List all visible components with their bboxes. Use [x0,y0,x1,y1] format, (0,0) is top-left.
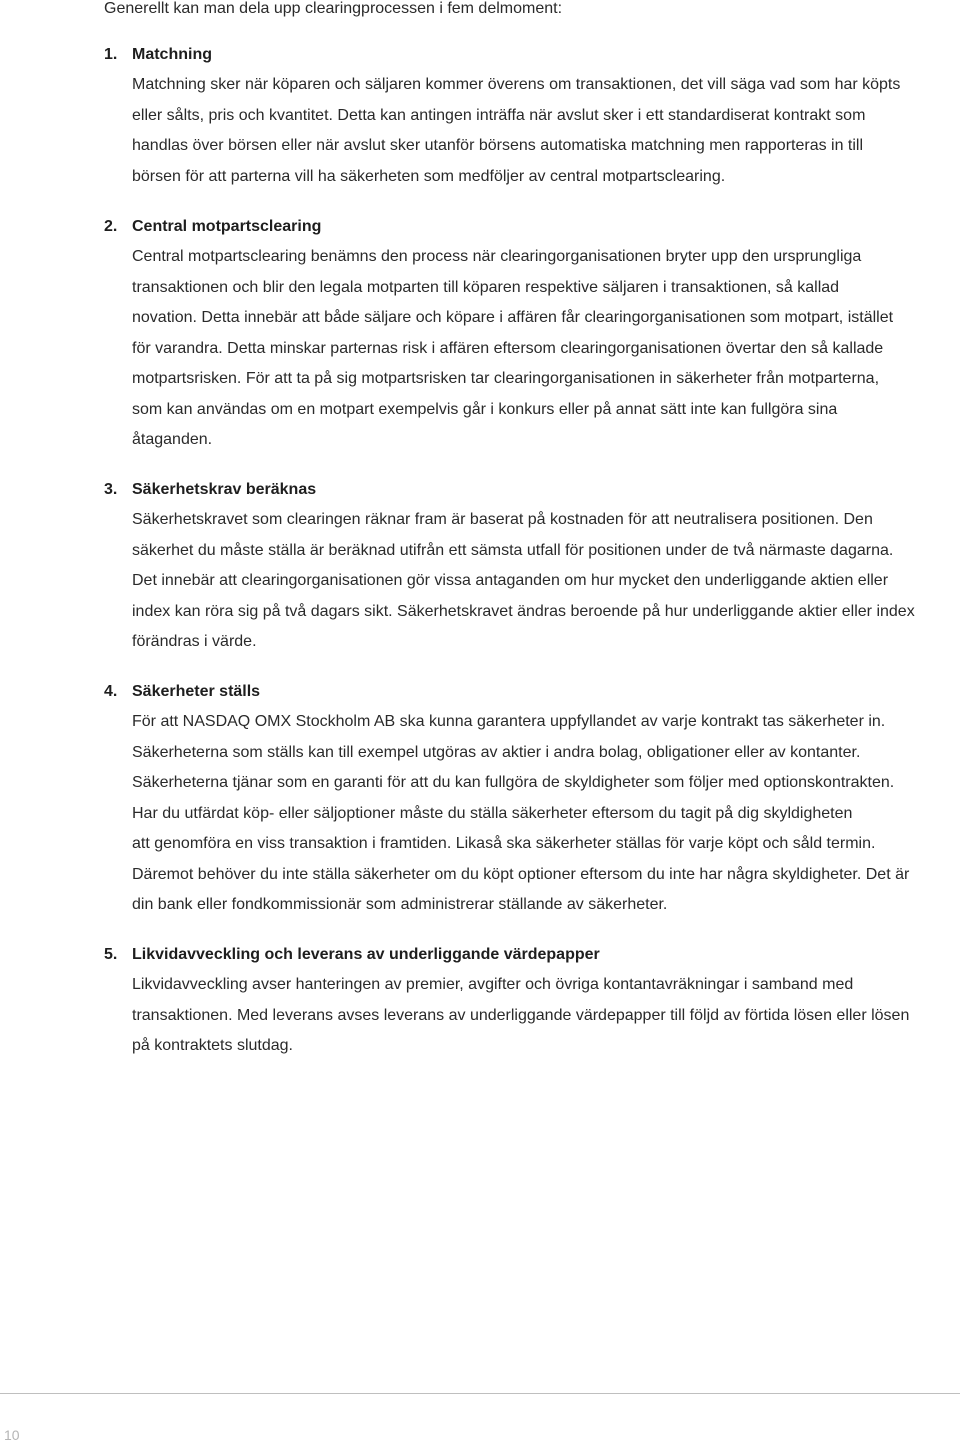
section-title: Säkerheter ställs [132,683,261,700]
body-line: För att NASDAQ OMX Stockholm AB ska kunna garantera uppfyllandet av varje kontrakt tas säkerheter in. [132,713,886,730]
body-line: börsen för att parterna vill ha säkerheten som medföljer av central motpartsclearing. [132,167,726,185]
section-matchning [104,40,956,192]
body-line: Har du utfärdat köp- eller säljoptioner måste du ställa säkerheter eftersom du tagit på dig skyldigheten [132,804,853,822]
body-line: åtaganden. [132,431,213,448]
section-sakerheter-stalls [104,677,956,921]
section-number: 2. [104,218,118,235]
body-line: eller sålts, pris och kvantitet. Detta kan antingen inträffa när avslut sker i ett standardiserat kontrakt som [132,106,866,124]
section-body [132,505,956,658]
body-line: säkerhet du måste ställa är beräknad utifrån ett sämsta utfall för positionen under de två närmaste dagarna. [132,541,894,559]
section-number: 4. [104,683,118,700]
section-number: 3. [104,481,118,498]
body-line: handlas över börsen eller när avslut sker utanför börsens automatiska matchning men rapporteras in till [132,137,864,154]
section-title: Matchning [132,46,212,63]
body-line: Central motpartsclearing benämns den process när clearingorganisationen bryter upp den ursprungliga [132,248,862,265]
body-line: motpartsrisken. För att ta på sig motpartsrisken tar clearingorganisationen in säkerheter från motparterna, [132,370,880,387]
section-body [132,70,956,192]
section-heading [104,677,956,707]
section-heading [104,475,956,505]
section-body [132,707,956,921]
section-number: 5. [104,946,118,963]
body-line: Däremot behöver du inte ställa säkerheter om du köpt optioner eftersom du inte har några skyldigheter. Det är [132,865,910,883]
intro-text: Generellt kan man dela upp clearingprocessen i fem delmoment: [104,0,563,17]
body-line: Det innebär att clearingorganisationen gör vissa antaganden om hur mycket den underliggande aktien eller [132,572,889,589]
body-line: på kontraktets slutdag. [132,1037,293,1054]
section-body [132,242,956,456]
body-line: förändras i värde. [132,633,257,650]
section-sakerhetskrav-beraknas [104,475,956,658]
footer-divider [0,1393,960,1394]
section-number: 1. [104,46,118,63]
body-line: Likvidavveckling avser hanteringen av premier, avgifter och övriga kontantavräkningar i samband med [132,976,854,993]
section-likvidavveckling [104,940,956,1062]
body-line: transaktionen. Med leverans avses leverans av underliggande värdepapper till följd av förtida lösen eller lösen [132,1006,910,1024]
body-line: Säkerheterna tjänar som en garanti för att du kan fullgöra de skyldigheter som följer med optionskontrakten. [132,774,895,791]
body-line: som kan användas om en motpart exempelvis går i konkurs eller på annat sätt inte kan fullgöra sina [132,400,838,418]
body-line: Säkerhetskravet som clearingen räknar fram är baserat på kostnaden för att neutralisera positionen. Den [132,511,873,528]
page-number: 10 [4,1427,20,1443]
body-line: att genomföra en viss transaktion i framtiden. Likaså ska säkerheter ställas för varje köpt och såld termin. [132,835,876,852]
body-line: Matchning sker när köparen och säljaren kommer överens om transaktionen, det vill säga vad som har köpts [132,76,901,93]
body-line: transaktionen och blir den legala motparten till köparen respektive säljaren i transaktionen, så kallad [132,278,840,296]
section-central-motpartsclearing [104,212,956,456]
section-heading [104,40,956,70]
section-heading [104,212,956,242]
section-title: Likvidavveckling och leverans av underliggande värdepapper [132,946,600,963]
body-line: för varandra. Detta minskar parternas risk i affären eftersom clearingorganisationen övertar den så kallade [132,339,884,357]
section-heading [104,940,956,970]
section-title: Säkerhetskrav beräknas [132,481,317,498]
body-line: index kan röra sig på två dagars sikt. Säkerhetskravet ändras beroende på hur underliggande aktier eller index [132,602,915,620]
body-line: Säkerheterna som ställs kan till exempel utgöras av aktier i andra bolag, obligationer eller av kontanter. [132,743,861,761]
body-line: din bank eller fondkommissionär som administrerar ställande av säkerheter. [132,896,668,913]
section-body [132,970,956,1062]
section-title: Central motpartsclearing [132,218,322,235]
body-line: novation. Detta innebär att både säljare och köpare i affären får clearingorganisationen som motpart, istället [132,309,894,326]
